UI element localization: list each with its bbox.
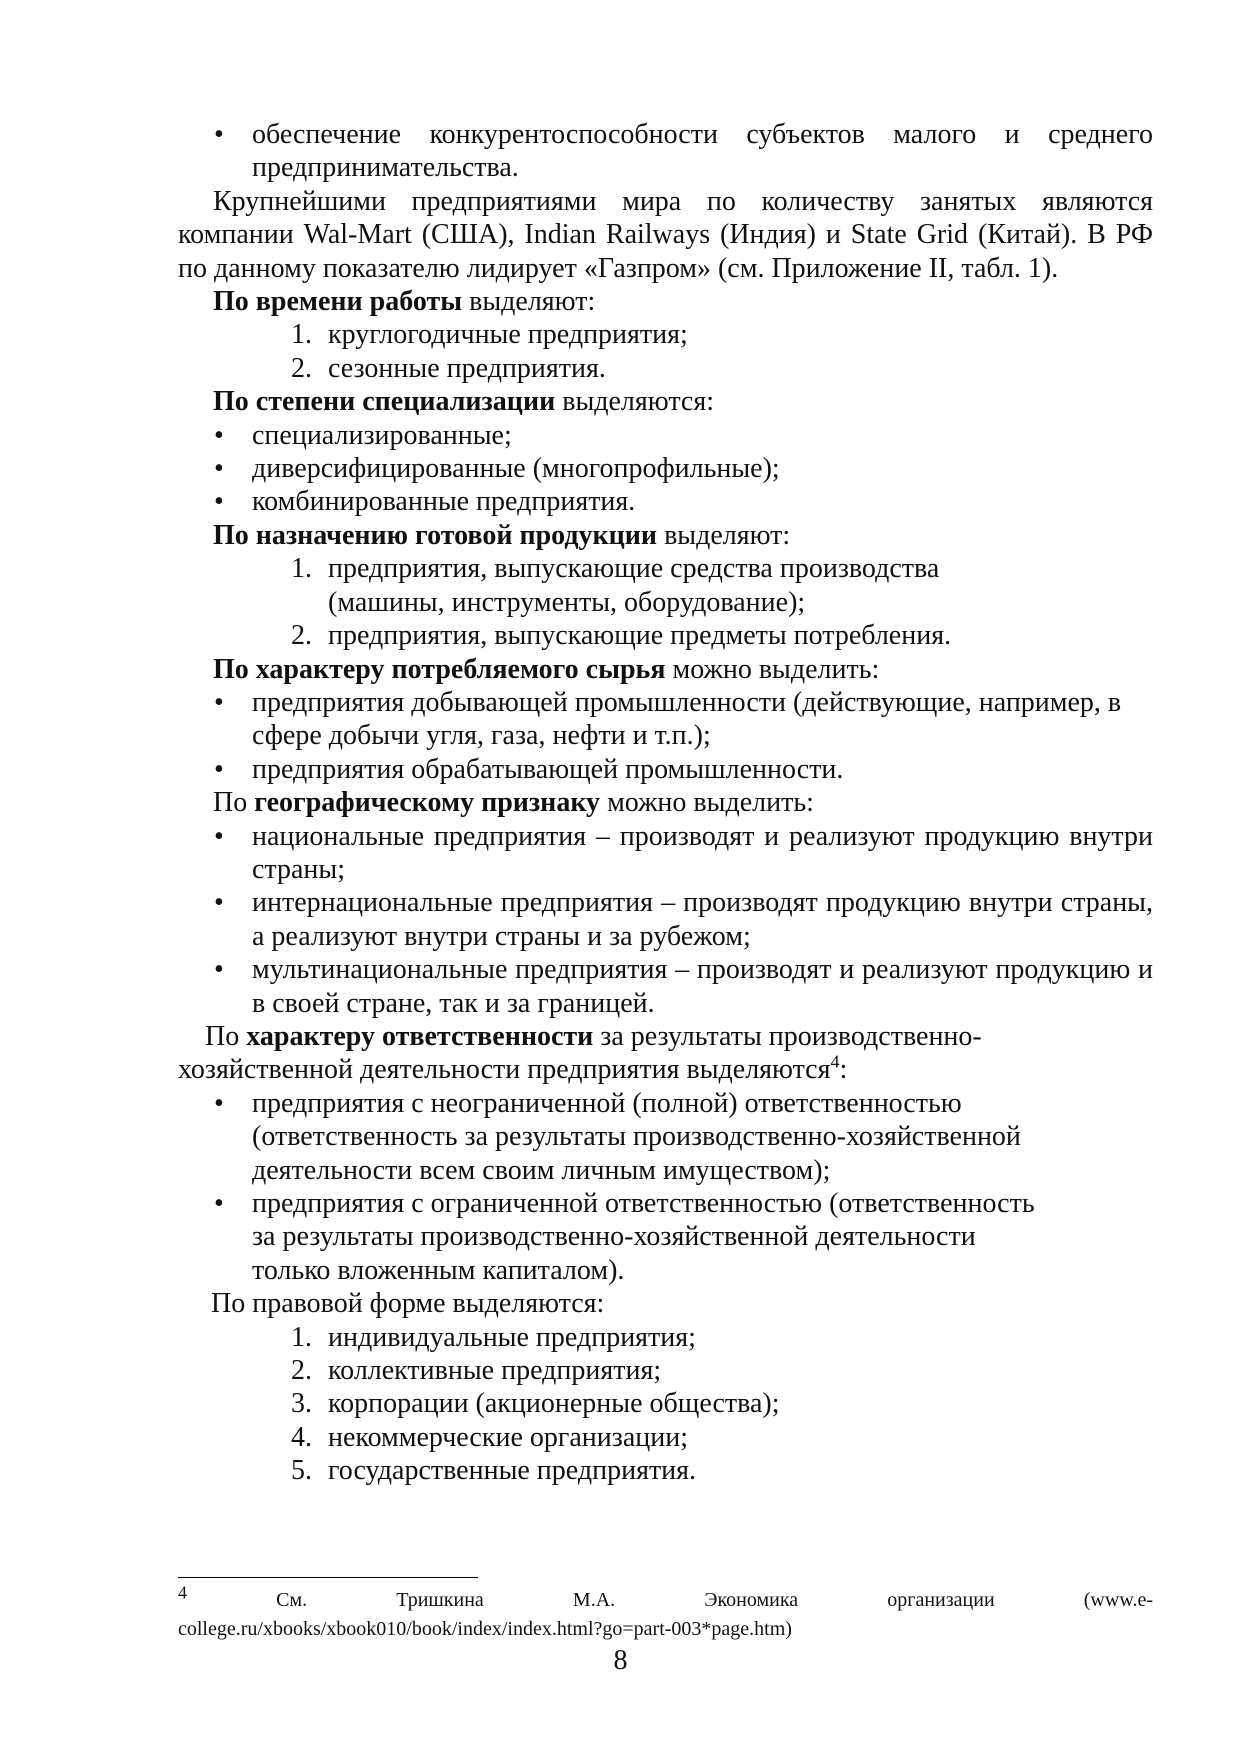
bullet-icon: • — [214, 453, 224, 485]
paragraph-line: Крупнейшими предприятиями мира по количеству занятых являются — [213, 185, 1153, 217]
purpose-list — [178, 552, 1153, 652]
list-item — [178, 118, 1153, 185]
list-item-text: национальные предприятия – производят и реализуют продукцию внутри страны; — [252, 820, 1153, 885]
list-number: 1. — [291, 1321, 312, 1353]
list-item — [178, 619, 993, 652]
heading-bold: По назначению готовой продукции — [213, 519, 658, 551]
list-number: 2. — [291, 352, 312, 384]
list-item-text: государственные предприятия. — [328, 1455, 697, 1487]
list-item-text: индивидуальные предприятия; — [328, 1321, 696, 1353]
list-number: 1. — [291, 319, 312, 351]
list-item-text: предприятия с неограниченной (полной) ответственностью (ответственность за результаты производственно-хозяйственной деятельности всем своим личным имуществом); — [252, 1087, 1021, 1186]
specialization-list — [178, 419, 1153, 519]
list-item — [178, 1387, 1153, 1420]
bullet-icon: • — [214, 419, 224, 451]
heading-rest: за результаты производственно- — [593, 1020, 982, 1052]
list-item — [178, 452, 1153, 485]
list-number: 3. — [291, 1388, 312, 1420]
paragraph-line: по данному показателю лидирует «Газпром» (см. Приложение II, табл. 1). — [178, 252, 1059, 284]
list-item-text: интернациональные предприятия – производят продукцию внутри страны, а реализуют внутри страны и за рубежом; — [252, 887, 1153, 952]
heading-rest: хозяйственной деятельности предприятия выделяются — [178, 1054, 831, 1086]
list-item-text: предприятия обрабатывающей промышленности. — [252, 753, 844, 785]
heading-bold: По степени специализации — [213, 386, 556, 418]
heading-rest: выделяют: — [462, 286, 596, 318]
list-item — [178, 886, 1153, 953]
list-item — [178, 1321, 1153, 1354]
heading-pre: По — [213, 787, 255, 819]
bullet-icon: • — [214, 1087, 224, 1119]
list-item — [178, 485, 1153, 518]
bullet-icon: • — [214, 753, 224, 785]
heading-bold: географическому признаку — [254, 787, 601, 819]
document-body — [178, 118, 1153, 1488]
list-item-text: обеспечение конкурентоспособности субъектов малого и среднего предпринимательства. — [252, 119, 1153, 184]
list-item-text: предприятия с ограниченной ответственностью (ответственность за результаты производственно-хозяйственной деятельности только вложенным капиталом). — [252, 1188, 1035, 1286]
heading-bold: характеру ответственности — [246, 1020, 594, 1052]
heading-rest: можно выделить: — [600, 787, 814, 819]
heading-end: : — [839, 1054, 848, 1086]
list-item — [178, 352, 1153, 385]
footnote-text: См. Тришкина М.А. Экономика организации (www.e- — [276, 1589, 1153, 1611]
section-heading-legal: По правовой форме выделяются: — [211, 1288, 605, 1320]
list-item-text: сезонные предприятия. — [328, 352, 606, 384]
list-item-text: комбинированные предприятия. — [252, 486, 636, 518]
list-item-text: специализированные; — [252, 419, 512, 451]
list-item — [178, 1187, 1053, 1287]
section-heading-liability — [178, 1020, 1153, 1087]
list-item — [178, 552, 993, 619]
section-heading-geo — [178, 786, 1153, 819]
list-item — [178, 820, 1153, 887]
heading-pre: По — [205, 1020, 247, 1052]
list-item — [178, 1087, 1053, 1187]
liability-list — [178, 1087, 1153, 1287]
section-heading-work-time — [178, 285, 1153, 318]
heading-line — [178, 1020, 1153, 1053]
heading-rest: выделяются: — [555, 386, 714, 418]
bullet-icon: • — [214, 887, 224, 919]
footnote-number: 4 — [178, 1582, 187, 1603]
heading-rest: выделяют: — [657, 519, 791, 551]
largest-paragraph — [178, 185, 1153, 285]
list-item — [178, 419, 1153, 452]
footnote-line — [178, 1582, 1153, 1615]
footnote-separator — [178, 1577, 478, 1578]
footnote-reference[interactable]: 4 — [830, 1052, 840, 1073]
list-number: 4. — [291, 1421, 312, 1453]
list-item — [178, 318, 1153, 351]
list-item-text: корпорации (акционерные общества); — [328, 1388, 780, 1420]
list-item — [178, 1454, 1153, 1487]
list-item-text: диверсифицированные (многопрофильные); — [252, 453, 780, 485]
heading-line — [178, 1053, 1153, 1086]
list-item-text: круглогодичные предприятия; — [328, 319, 688, 351]
list-item-text: коллективные предприятия; — [328, 1355, 662, 1387]
list-item-text: мультинациональные предприятия – производят и реализуют продукцию и в своей стране, так и за границей. — [252, 954, 1153, 1019]
list-item-text: предприятия, выпускающие средства производства (машины, инструменты, оборудование); — [328, 553, 940, 618]
bullet-icon: • — [214, 119, 224, 150]
list-number: 2. — [291, 620, 312, 652]
section-heading-specialization — [178, 385, 1153, 418]
list-item — [178, 953, 1153, 1020]
bullet-icon: • — [214, 820, 224, 852]
footnote — [178, 1582, 1153, 1644]
list-item — [178, 753, 1143, 786]
bullet-icon: • — [214, 486, 224, 518]
heading-rest: можно выделить: — [665, 653, 880, 685]
list-item-text: некоммерческие организации; — [328, 1421, 688, 1453]
list-number: 2. — [291, 1355, 312, 1387]
list-item-text: предприятия добывающей промышленности (действующие, например, в сфере добычи угля, газа, нефти и т.п.); — [252, 686, 1122, 752]
list-item-text: предприятия, выпускающие предметы потребления. — [328, 620, 952, 652]
footnote-link[interactable]: college.ru/xbooks/xbook010/book/index/index.html?go=part-003*page.htm) — [178, 1618, 792, 1640]
page-number: 8 — [613, 1645, 628, 1676]
intro-list — [178, 118, 1153, 185]
bullet-icon: • — [214, 1188, 224, 1219]
bullet-icon: • — [214, 954, 224, 986]
raw-list — [178, 686, 1153, 786]
list-item — [178, 1421, 1153, 1454]
bullet-icon: • — [214, 686, 224, 718]
list-item — [178, 1354, 1153, 1387]
heading-bold: По времени работы — [213, 286, 463, 318]
geo-list — [178, 820, 1153, 1020]
section-heading-purpose — [178, 519, 1153, 552]
section-heading-raw — [178, 653, 1153, 686]
list-item — [178, 686, 1143, 753]
legal-list — [178, 1321, 1153, 1488]
paragraph-line: компании Wal-Mart (США), Indian Railways (Индия) и State Grid (Китай). В РФ — [178, 219, 1153, 251]
list-number: 1. — [291, 553, 312, 585]
work-time-list — [178, 318, 1153, 385]
list-number: 5. — [291, 1455, 312, 1487]
heading-bold: По характеру потребляемого сырья — [213, 653, 666, 685]
